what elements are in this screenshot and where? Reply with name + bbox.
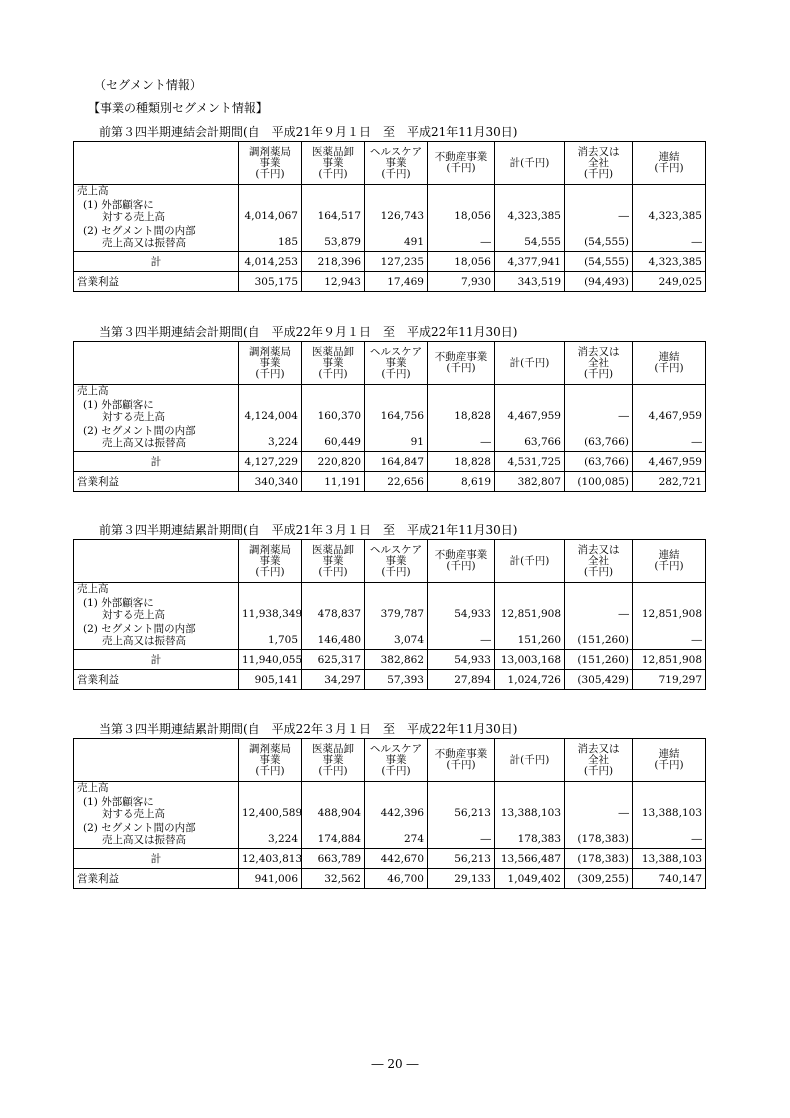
empty-cell bbox=[428, 185, 495, 200]
value-cell: 13,003,168 bbox=[495, 650, 565, 670]
empty-cell bbox=[633, 185, 706, 200]
segment-info-heading: （セグメント情報） bbox=[94, 78, 202, 92]
total-row bbox=[74, 650, 706, 670]
column-header: 連結 (千円) bbox=[633, 142, 706, 185]
section-title: 前第３四半期連結累計期間(自 平成21年３月１日 至 平成21年11月30日) bbox=[99, 523, 518, 537]
empty-cell bbox=[565, 385, 633, 400]
value-cell: 164,847 bbox=[365, 452, 428, 472]
value-cell: 126,743 bbox=[365, 199, 428, 225]
column-header: ヘルスケア 事業 (千円) bbox=[365, 142, 428, 185]
column-header: 不動産事業 (千円) bbox=[428, 739, 495, 782]
value-cell: 54,933 bbox=[428, 597, 495, 623]
total-row bbox=[74, 452, 706, 472]
empty-cell bbox=[428, 385, 495, 400]
value-cell: ― bbox=[633, 623, 706, 650]
value-cell: ― bbox=[565, 399, 633, 425]
empty-cell bbox=[302, 185, 365, 200]
value-cell: 22,656 bbox=[365, 472, 428, 492]
intersegment-sales-row-label bbox=[74, 623, 239, 650]
row-label-line: (1) 外部顧客に bbox=[83, 399, 154, 411]
row-label-sales: 売上高 bbox=[74, 185, 239, 200]
column-header: 調剤薬局 事業 (千円) bbox=[239, 342, 302, 385]
value-cell: 18,056 bbox=[428, 199, 495, 225]
value-cell: 11,938,349 bbox=[239, 597, 302, 623]
empty-cell bbox=[633, 583, 706, 598]
value-cell: (54,555) bbox=[565, 225, 633, 252]
value-cell: 220,820 bbox=[302, 452, 365, 472]
value-cell: ― bbox=[565, 597, 633, 623]
value-cell: 478,837 bbox=[302, 597, 365, 623]
row-label-line: (1) 外部顧客に bbox=[83, 199, 154, 211]
value-cell: (54,555) bbox=[565, 252, 633, 272]
empty-cell bbox=[565, 583, 633, 598]
column-header: 消去又は 全社 (千円) bbox=[565, 142, 633, 185]
empty-cell bbox=[302, 583, 365, 598]
page-number: ― 20 ― bbox=[371, 1057, 419, 1071]
value-cell: 164,756 bbox=[365, 399, 428, 425]
value-cell: 13,388,103 bbox=[495, 796, 565, 822]
value-cell: 27,894 bbox=[428, 670, 495, 690]
row-label-line: (2) セグメント間の内部 bbox=[83, 225, 196, 237]
value-cell: 56,213 bbox=[428, 849, 495, 869]
value-cell: 4,531,725 bbox=[495, 452, 565, 472]
total-row-label: 計 bbox=[74, 252, 239, 272]
value-cell: ― bbox=[633, 425, 706, 452]
value-cell: 442,670 bbox=[365, 849, 428, 869]
row-label-line: 売上高又は振替高 bbox=[102, 834, 186, 846]
row-label-line: 売上高又は振替高 bbox=[102, 237, 186, 249]
value-cell: 719,297 bbox=[633, 670, 706, 690]
header-row bbox=[74, 342, 706, 385]
value-cell: (178,383) bbox=[565, 849, 633, 869]
column-header: 計(千円) bbox=[495, 142, 565, 185]
value-cell: 4,377,941 bbox=[495, 252, 565, 272]
operating-income-row-label: 営業利益 bbox=[74, 472, 239, 492]
operating-income-row bbox=[74, 272, 706, 292]
empty-cell bbox=[239, 385, 302, 400]
value-cell: 488,904 bbox=[302, 796, 365, 822]
value-cell: 32,562 bbox=[302, 869, 365, 889]
value-cell: 1,049,402 bbox=[495, 869, 565, 889]
value-cell: ― bbox=[565, 796, 633, 822]
value-cell: ― bbox=[428, 822, 495, 849]
empty-cell bbox=[495, 185, 565, 200]
header-row bbox=[74, 142, 706, 185]
value-cell: 12,851,908 bbox=[633, 650, 706, 670]
value-cell: 12,400,589 bbox=[239, 796, 302, 822]
value-cell: 54,933 bbox=[428, 650, 495, 670]
header-row bbox=[74, 739, 706, 782]
value-cell: 905,141 bbox=[239, 670, 302, 690]
value-cell: 4,323,385 bbox=[495, 199, 565, 225]
value-cell: 12,851,908 bbox=[633, 597, 706, 623]
value-cell: 12,943 bbox=[302, 272, 365, 292]
column-header: 連結 (千円) bbox=[633, 739, 706, 782]
row-label-line: 対する売上高 bbox=[102, 411, 165, 423]
value-cell: 4,014,253 bbox=[239, 252, 302, 272]
value-cell: (94,493) bbox=[565, 272, 633, 292]
operating-income-row bbox=[74, 670, 706, 690]
column-header: 計(千円) bbox=[495, 342, 565, 385]
value-cell: 11,940,055 bbox=[239, 650, 302, 670]
value-cell: 305,175 bbox=[239, 272, 302, 292]
row-label-line: 対する売上高 bbox=[102, 808, 165, 820]
section-title: 前第３四半期連結会計期間(自 平成21年９月１日 至 平成21年11月30日) bbox=[99, 125, 518, 139]
value-cell: 282,721 bbox=[633, 472, 706, 492]
value-cell: 18,828 bbox=[428, 399, 495, 425]
value-cell: 63,766 bbox=[495, 425, 565, 452]
row-label-sales: 売上高 bbox=[74, 782, 239, 797]
value-cell: 13,388,103 bbox=[633, 849, 706, 869]
value-cell: 160,370 bbox=[302, 399, 365, 425]
row-label-line: (2) セグメント間の内部 bbox=[83, 822, 196, 834]
external-sales-row-label bbox=[74, 796, 239, 822]
intersegment-sales-row-label bbox=[74, 822, 239, 849]
empty-cell bbox=[565, 782, 633, 797]
value-cell: 56,213 bbox=[428, 796, 495, 822]
column-header: 消去又は 全社 (千円) bbox=[565, 342, 633, 385]
operating-income-row bbox=[74, 869, 706, 889]
value-cell: (151,260) bbox=[565, 650, 633, 670]
empty-cell bbox=[302, 782, 365, 797]
value-cell: (151,260) bbox=[565, 623, 633, 650]
value-cell: 249,025 bbox=[633, 272, 706, 292]
value-cell: 8,619 bbox=[428, 472, 495, 492]
empty-cell bbox=[239, 782, 302, 797]
empty-cell bbox=[302, 385, 365, 400]
value-cell: 178,383 bbox=[495, 822, 565, 849]
total-row bbox=[74, 252, 706, 272]
value-cell: 343,519 bbox=[495, 272, 565, 292]
value-cell: 11,191 bbox=[302, 472, 365, 492]
value-cell: ― bbox=[428, 425, 495, 452]
column-header: 医薬品卸 事業 (千円) bbox=[302, 142, 365, 185]
row-label-sales: 売上高 bbox=[74, 385, 239, 400]
operating-income-row-label: 営業利益 bbox=[74, 869, 239, 889]
external-sales-row bbox=[74, 597, 706, 623]
value-cell: 4,467,959 bbox=[633, 399, 706, 425]
column-header: 医薬品卸 事業 (千円) bbox=[302, 739, 365, 782]
total-row-label: 計 bbox=[74, 849, 239, 869]
value-cell: 29,133 bbox=[428, 869, 495, 889]
value-cell: 4,323,385 bbox=[633, 199, 706, 225]
value-cell: 382,862 bbox=[365, 650, 428, 670]
operating-income-row bbox=[74, 472, 706, 492]
header-blank-cell bbox=[74, 540, 239, 583]
empty-cell bbox=[365, 583, 428, 598]
external-sales-row bbox=[74, 796, 706, 822]
empty-cell bbox=[239, 185, 302, 200]
empty-cell bbox=[428, 782, 495, 797]
value-cell: 4,124,004 bbox=[239, 399, 302, 425]
column-header: 連結 (千円) bbox=[633, 342, 706, 385]
segment-table bbox=[73, 738, 706, 889]
value-cell: 18,828 bbox=[428, 452, 495, 472]
value-cell: 4,014,067 bbox=[239, 199, 302, 225]
value-cell: 34,297 bbox=[302, 670, 365, 690]
column-header: 消去又は 全社 (千円) bbox=[565, 540, 633, 583]
value-cell: 18,056 bbox=[428, 252, 495, 272]
value-cell: 17,469 bbox=[365, 272, 428, 292]
value-cell: (178,383) bbox=[565, 822, 633, 849]
value-cell: 379,787 bbox=[365, 597, 428, 623]
value-cell: 151,260 bbox=[495, 623, 565, 650]
value-cell: 663,789 bbox=[302, 849, 365, 869]
column-header: 調剤薬局 事業 (千円) bbox=[239, 142, 302, 185]
value-cell: 13,566,487 bbox=[495, 849, 565, 869]
value-cell: 54,555 bbox=[495, 225, 565, 252]
value-cell: 12,851,908 bbox=[495, 597, 565, 623]
value-cell: 274 bbox=[365, 822, 428, 849]
row-label-line: 売上高又は振替高 bbox=[102, 635, 186, 647]
row-label-sales: 売上高 bbox=[74, 583, 239, 598]
value-cell: (309,255) bbox=[565, 869, 633, 889]
empty-cell bbox=[565, 185, 633, 200]
value-cell: 3,224 bbox=[239, 425, 302, 452]
operating-income-row-label: 営業利益 bbox=[74, 272, 239, 292]
value-cell: 4,323,385 bbox=[633, 252, 706, 272]
section-title: 当第３四半期連結会計期間(自 平成22年９月１日 至 平成22年11月30日) bbox=[99, 325, 518, 339]
value-cell: 941,006 bbox=[239, 869, 302, 889]
column-header: 計(千円) bbox=[495, 739, 565, 782]
column-header: 不動産事業 (千円) bbox=[428, 540, 495, 583]
column-header: 連結 (千円) bbox=[633, 540, 706, 583]
column-header: ヘルスケア 事業 (千円) bbox=[365, 739, 428, 782]
section-title: 当第３四半期連結累計期間(自 平成22年３月１日 至 平成22年11月30日) bbox=[99, 722, 518, 736]
value-cell: 1,705 bbox=[239, 623, 302, 650]
value-cell: 146,480 bbox=[302, 623, 365, 650]
value-cell: 340,340 bbox=[239, 472, 302, 492]
segment-table bbox=[73, 141, 706, 292]
value-cell: 174,884 bbox=[302, 822, 365, 849]
value-cell: 12,403,813 bbox=[239, 849, 302, 869]
value-cell: ― bbox=[428, 225, 495, 252]
value-cell: 185 bbox=[239, 225, 302, 252]
column-header: 医薬品卸 事業 (千円) bbox=[302, 342, 365, 385]
segment-table bbox=[73, 539, 706, 690]
empty-cell bbox=[495, 385, 565, 400]
external-sales-row bbox=[74, 399, 706, 425]
column-header: 消去又は 全社 (千円) bbox=[565, 739, 633, 782]
intersegment-sales-row bbox=[74, 822, 706, 849]
total-row bbox=[74, 849, 706, 869]
value-cell: 491 bbox=[365, 225, 428, 252]
value-cell: (305,429) bbox=[565, 670, 633, 690]
business-segment-heading: 【事業の種類別セグメント情報】 bbox=[88, 101, 268, 115]
total-row-label: 計 bbox=[74, 452, 239, 472]
value-cell: 382,807 bbox=[495, 472, 565, 492]
operating-income-row-label: 営業利益 bbox=[74, 670, 239, 690]
value-cell: 53,879 bbox=[302, 225, 365, 252]
value-cell: (63,766) bbox=[565, 425, 633, 452]
row-label-line: (1) 外部顧客に bbox=[83, 597, 154, 609]
value-cell: 3,074 bbox=[365, 623, 428, 650]
value-cell: 13,388,103 bbox=[633, 796, 706, 822]
intersegment-sales-row bbox=[74, 425, 706, 452]
value-cell: 46,700 bbox=[365, 869, 428, 889]
column-header: ヘルスケア 事業 (千円) bbox=[365, 342, 428, 385]
value-cell: 91 bbox=[365, 425, 428, 452]
external-sales-row-label bbox=[74, 597, 239, 623]
empty-cell bbox=[365, 385, 428, 400]
value-cell: 4,467,959 bbox=[633, 452, 706, 472]
header-blank-cell bbox=[74, 142, 239, 185]
external-sales-row bbox=[74, 199, 706, 225]
segment-table bbox=[73, 341, 706, 492]
column-header: 医薬品卸 事業 (千円) bbox=[302, 540, 365, 583]
value-cell: 4,467,959 bbox=[495, 399, 565, 425]
value-cell: ― bbox=[565, 199, 633, 225]
value-cell: 1,024,726 bbox=[495, 670, 565, 690]
intersegment-sales-row bbox=[74, 225, 706, 252]
column-header: 調剤薬局 事業 (千円) bbox=[239, 540, 302, 583]
column-header: ヘルスケア 事業 (千円) bbox=[365, 540, 428, 583]
value-cell: 3,224 bbox=[239, 822, 302, 849]
value-cell: 7,930 bbox=[428, 272, 495, 292]
value-cell: ― bbox=[633, 822, 706, 849]
intersegment-sales-row-label bbox=[74, 225, 239, 252]
total-row-label: 計 bbox=[74, 650, 239, 670]
column-header: 調剤薬局 事業 (千円) bbox=[239, 739, 302, 782]
external-sales-row-label bbox=[74, 399, 239, 425]
row-label-line: 対する売上高 bbox=[102, 211, 165, 223]
value-cell: 625,317 bbox=[302, 650, 365, 670]
header-blank-cell bbox=[74, 739, 239, 782]
value-cell: 57,393 bbox=[365, 670, 428, 690]
value-cell: (63,766) bbox=[565, 452, 633, 472]
intersegment-sales-row bbox=[74, 623, 706, 650]
empty-cell bbox=[633, 385, 706, 400]
empty-cell bbox=[495, 583, 565, 598]
row-label-line: (2) セグメント間の内部 bbox=[83, 623, 196, 635]
value-cell: ― bbox=[633, 225, 706, 252]
value-cell: 164,517 bbox=[302, 199, 365, 225]
header-row bbox=[74, 540, 706, 583]
value-cell: (100,085) bbox=[565, 472, 633, 492]
value-cell: 740,147 bbox=[633, 869, 706, 889]
column-header: 計(千円) bbox=[495, 540, 565, 583]
value-cell: 218,396 bbox=[302, 252, 365, 272]
value-cell: ― bbox=[428, 623, 495, 650]
value-cell: 60,449 bbox=[302, 425, 365, 452]
empty-cell bbox=[428, 583, 495, 598]
empty-cell bbox=[633, 782, 706, 797]
empty-cell bbox=[365, 185, 428, 200]
value-cell: 442,396 bbox=[365, 796, 428, 822]
value-cell: 127,235 bbox=[365, 252, 428, 272]
column-header: 不動産事業 (千円) bbox=[428, 342, 495, 385]
intersegment-sales-row-label bbox=[74, 425, 239, 452]
empty-cell bbox=[365, 782, 428, 797]
empty-cell bbox=[495, 782, 565, 797]
header-blank-cell bbox=[74, 342, 239, 385]
row-label-line: 売上高又は振替高 bbox=[102, 437, 186, 449]
row-label-line: (1) 外部顧客に bbox=[83, 796, 154, 808]
external-sales-row-label bbox=[74, 199, 239, 225]
row-label-line: 対する売上高 bbox=[102, 609, 165, 621]
column-header: 不動産事業 (千円) bbox=[428, 142, 495, 185]
row-label-line: (2) セグメント間の内部 bbox=[83, 425, 196, 437]
value-cell: 4,127,229 bbox=[239, 452, 302, 472]
empty-cell bbox=[239, 583, 302, 598]
